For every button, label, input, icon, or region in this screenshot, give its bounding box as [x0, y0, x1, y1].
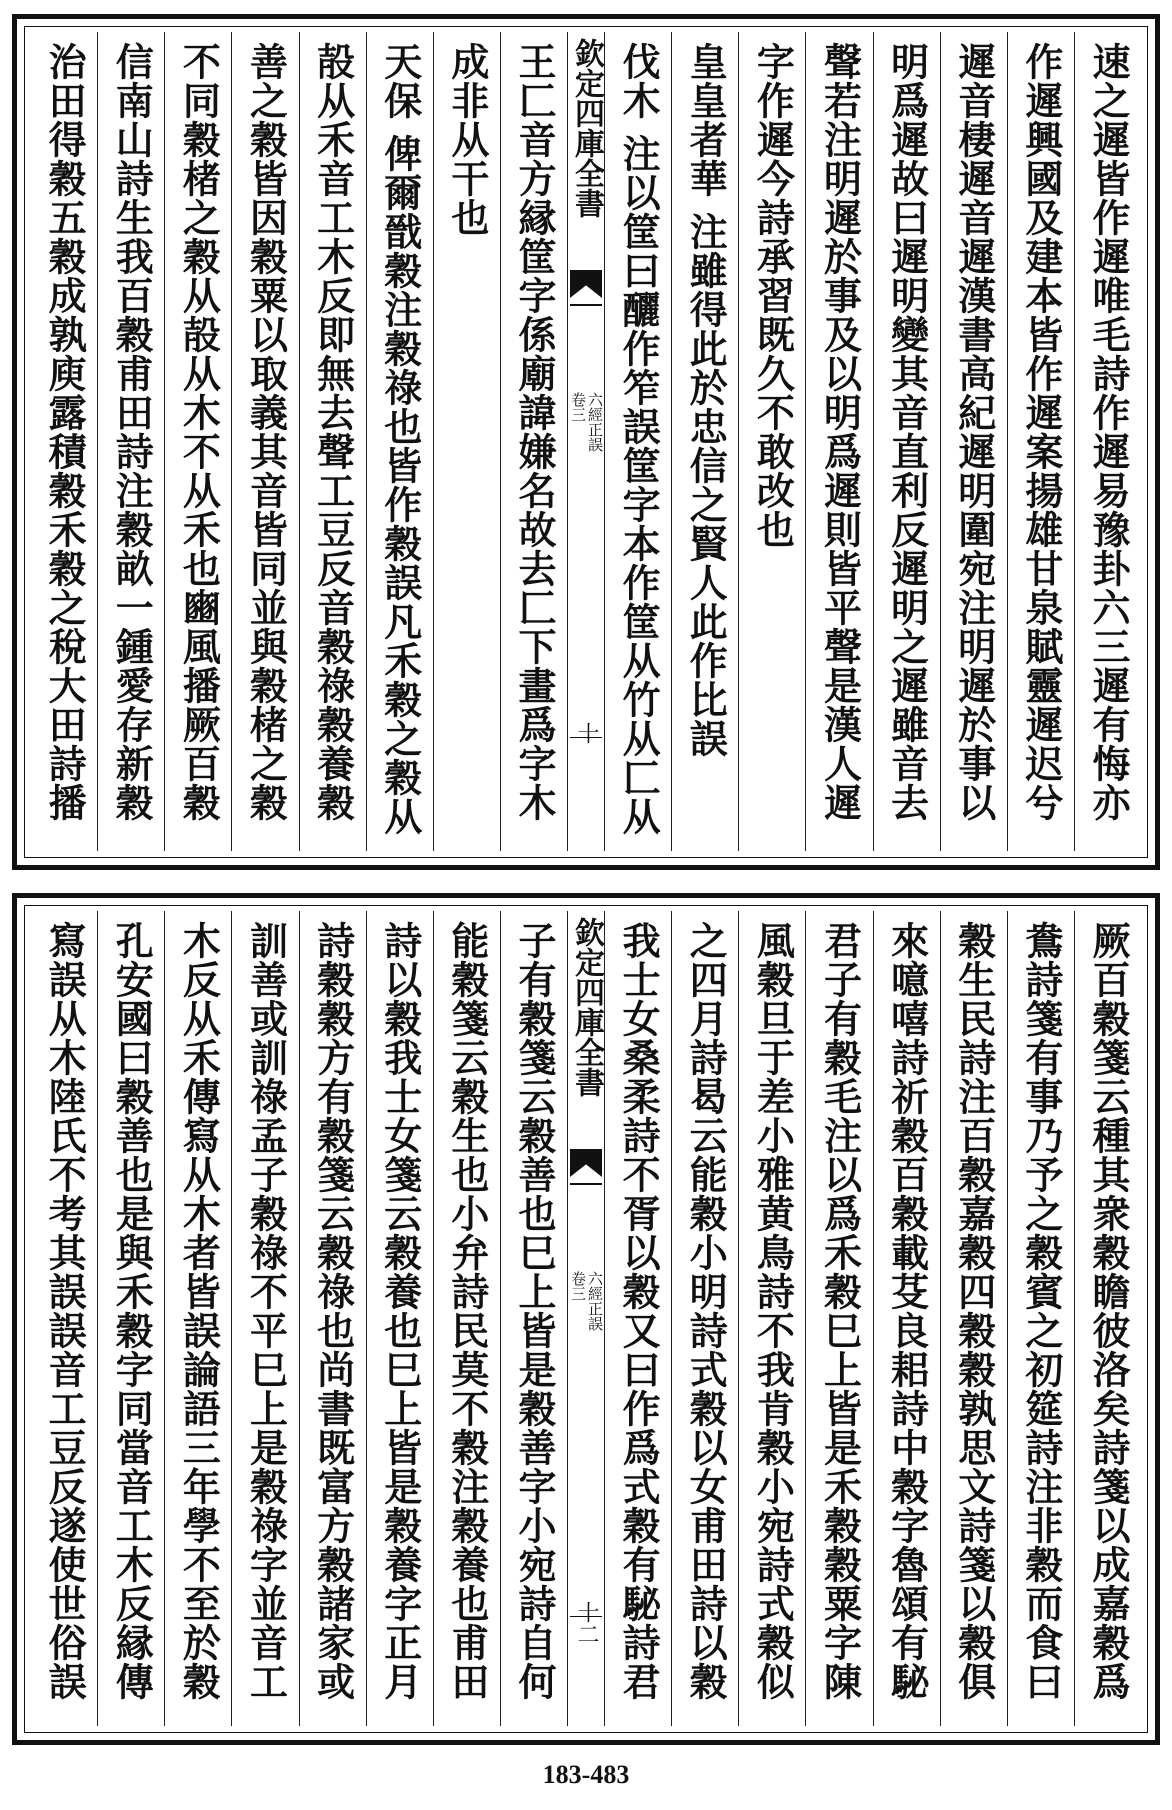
text-column: 來噫嘻詩祈穀百穀載芟良耜詩中穀字魯頌有駜 — [873, 911, 940, 1726]
text-column: 君子有穀毛注以爲禾穀巳上皆是禾穀穀粟字陳 — [805, 911, 872, 1726]
text-column: 皇皇者華 注雖得此於忠信之賢人此作比誤 — [671, 32, 738, 851]
folio-rule — [570, 1616, 602, 1617]
text-column: 王匚音方縁筐字係廟諱嫌名故去匚下畫爲字木 — [500, 32, 567, 851]
book-title: 欽定四庫全書 — [569, 917, 604, 1097]
text-column: 厥百穀箋云種其衆穀瞻彼洛矣詩箋以成嘉穀爲 — [1074, 911, 1141, 1726]
fish-tail-line — [570, 304, 602, 306]
text-column: 詩以穀我士女箋云穀養也巳上皆是穀養字正月 — [366, 911, 433, 1726]
text-column: 作遲興國及建本皆作遲案揚雄甘泉賦靈遲迟兮 — [1007, 32, 1074, 851]
page-number: 183-483 — [542, 1760, 630, 1789]
text-column: 信南山詩生我百穀甫田詩注穀畝一鍾愛存新穀 — [97, 32, 164, 851]
bottom-page-panel — [12, 893, 1160, 1745]
text-column: 治田得穀五穀成孰庾露積穀禾穀之稅大田詩播 — [42, 42, 88, 822]
text-column: 聲若注明遲於事及以明爲遲則皆平聲是漢人遲 — [805, 32, 872, 851]
text-column: 風穀旦于差小雅黄鳥詩不我肯穀小宛詩式穀似 — [738, 911, 805, 1726]
text-column: 㱿从禾音工木反即無去聲工豆反音穀祿穀養穀 — [299, 32, 366, 851]
text-column: 成非从干也 — [433, 32, 500, 851]
text-column: 穀生民詩注百穀嘉穀四穀穀孰思文詩箋以穀俱 — [940, 911, 1007, 1726]
center-fold-header — [567, 911, 604, 1726]
folio-number: 十 — [574, 722, 599, 744]
text-column: 遲音棲遲音遲漢書高紀遲明圍宛注明遲於事以 — [940, 32, 1007, 851]
section-volume — [570, 392, 602, 452]
section-volume — [570, 1271, 602, 1331]
volume-label: 卷三 — [569, 1271, 587, 1301]
top-text-columns — [31, 32, 1141, 851]
text-column: 能穀箋云穀生也小弁詩民莫不穀注穀養也甫田 — [433, 911, 500, 1726]
text-column: 不同穀楮之穀从㱿从木不从禾也豳風播厥百穀 — [164, 32, 231, 851]
text-column: 訓善或訓祿孟子穀祿不平巳上是穀祿字並音工 — [231, 911, 298, 1726]
center-fold-header — [567, 32, 604, 851]
text-column: 詩穀穀方有穀箋云穀祿也尚書既富方穀諸家或 — [299, 911, 366, 1726]
section-title: 六經正誤 — [586, 1271, 604, 1331]
folio-rule — [570, 737, 602, 738]
text-column: 速之遲皆作遲唯毛詩作遲易豫卦六三遲有悔亦 — [1074, 32, 1141, 851]
top-page-panel — [12, 14, 1160, 870]
text-column: 字作遲今詩承習既久不敢改也 — [738, 32, 805, 851]
book-title: 欽定四庫全書 — [569, 38, 604, 218]
fish-tail-mark — [570, 270, 602, 298]
text-column: 伐木 注以筐曰釃作笮誤筐字本作筐从竹从匚从 — [604, 32, 671, 851]
text-column: 明爲遲故曰遲明變其音直利反遲明之遲雖音去 — [873, 32, 940, 851]
text-column: 鴦詩箋有事乃予之穀賓之初筵詩注非穀而食曰 — [1007, 911, 1074, 1726]
text-column: 木反从禾傳寫从木者皆誤論語三年學不至於穀 — [164, 911, 231, 1726]
volume-label: 卷三 — [569, 392, 587, 422]
section-title: 六經正誤 — [586, 392, 604, 452]
text-column: 天保 俾爾戩穀注穀祿也皆作穀誤凡禾穀之穀从 — [366, 32, 433, 851]
text-column: 我士女桑柔詩不胥以穀又曰作爲式穀有駜詩君 — [604, 911, 671, 1726]
text-column: 孔安國曰穀善也是與禾穀字同當音工木反縁傳 — [97, 911, 164, 1726]
fish-tail-mark — [570, 1149, 602, 1177]
folio-number: 十二 — [574, 1601, 599, 1645]
text-column: 寫誤从木陸氏不考其誤誤音工豆反遂使世俗誤 — [42, 921, 88, 1701]
text-column: 之四月詩曷云能穀小明詩式穀以女甫田詩以穀 — [671, 911, 738, 1726]
text-column: 善之穀皆因穀粟以取義其音皆同並與穀楮之穀 — [231, 32, 298, 851]
text-column: 子有穀箋云穀善也巳上皆是穀善字小宛詩自何 — [500, 911, 567, 1726]
bottom-text-columns — [31, 911, 1141, 1726]
fish-tail-line — [570, 1183, 602, 1185]
